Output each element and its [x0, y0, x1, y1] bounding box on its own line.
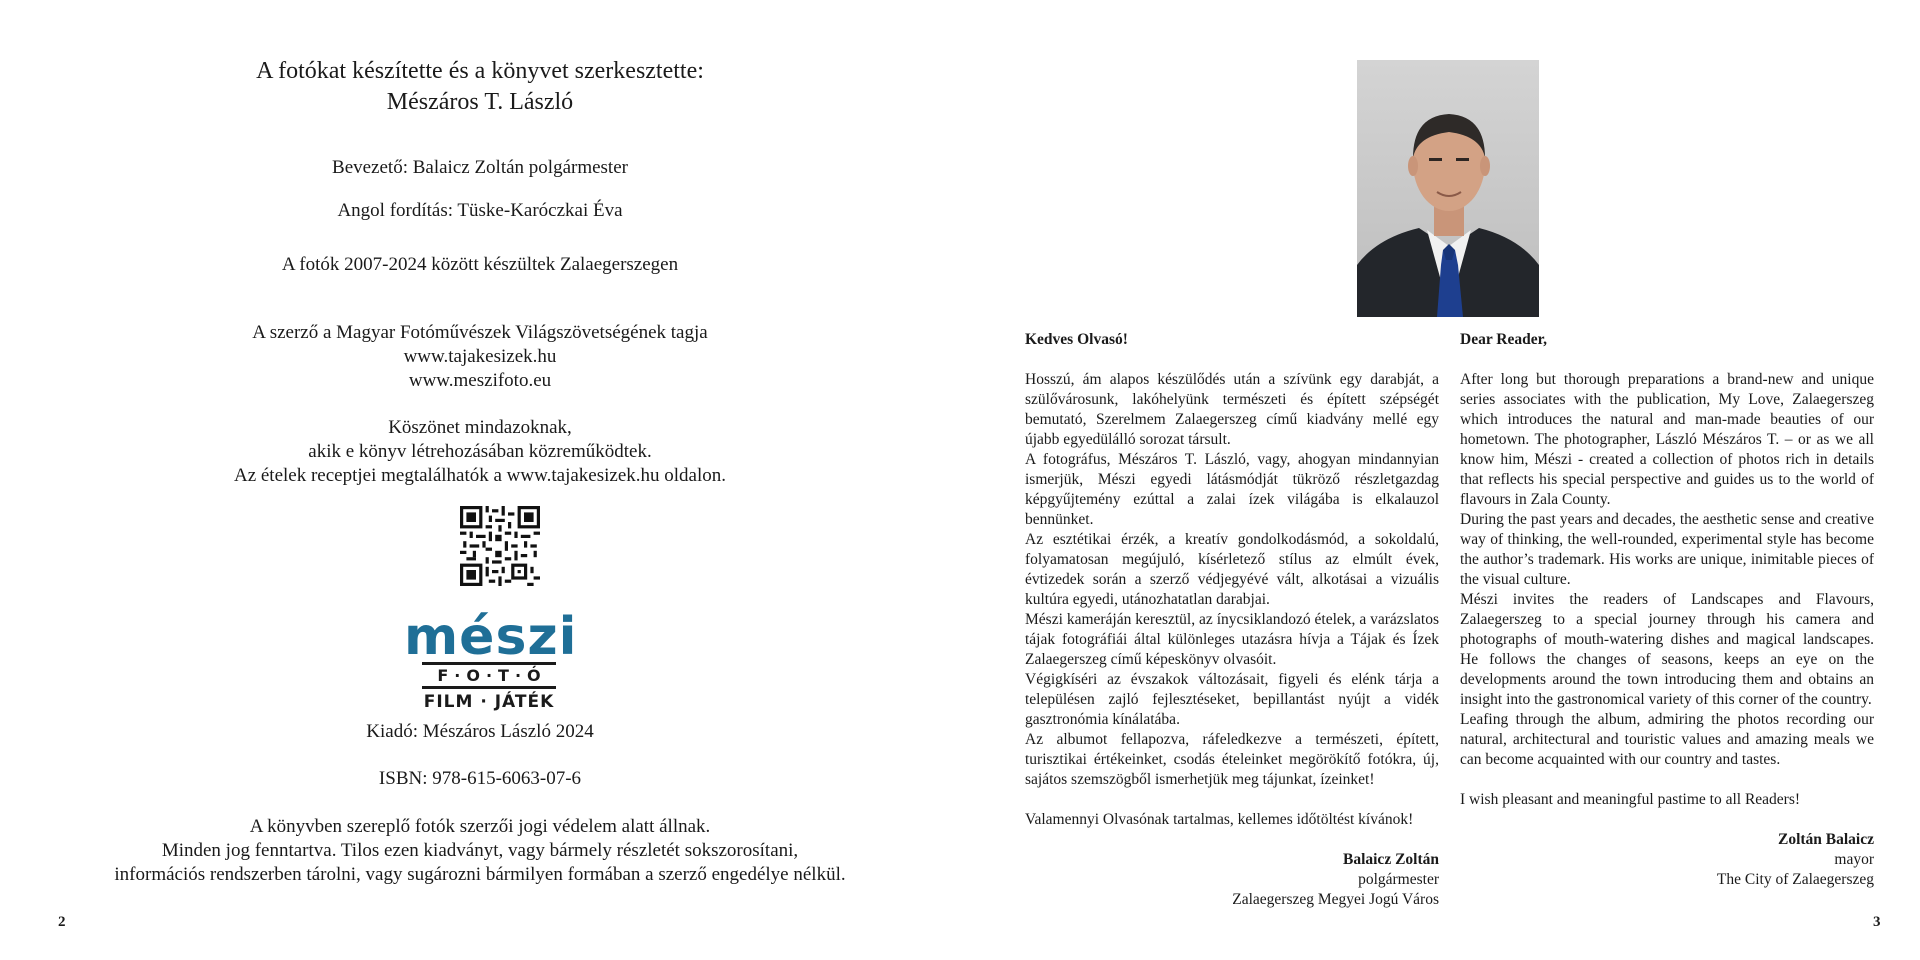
hungarian-paragraph: Hosszú, ám alapos készülődés után a szívünk egy darabját, a szülővárosunk, lakóhelyünk természeti és épített szépségét bemutató, Szerelmem Zalaegerszeg című kiadvány mellé egy újabb egyedülálló sorozat társult. [1025, 371, 1439, 448]
hungarian-paragraph: Mészi kameráján keresztül, az ínycsiklandozó ételek, a varázslatos tájak fotográfiái által különleges utazásra hívja a Tájak és Ízek Zalaegerszeg című képeskönyv olvasóit. [1025, 611, 1439, 668]
isbn: ISBN: 978-615-6063-07-6 [378, 768, 582, 789]
english-paragraph: During the past years and decades, the aesthetic sense and creative way of thinking, the well-rounded, experimental style has become the author’s trademark. His works are unique, inimitable pieces of the visual culture. [1460, 511, 1874, 588]
page-number-right: 3 [1873, 914, 1881, 930]
editor-name: Mészáros T. László [386, 89, 574, 115]
signature-name: Zoltán Balaicz [1777, 831, 1874, 848]
signature-title: polgármester [1358, 871, 1439, 888]
hungarian-signature [1025, 850, 1439, 910]
logo-foto-band: F·O·T·Ó [422, 662, 556, 689]
hungarian-closing: Valamennyi Olvasónak tartalmas, kellemes időtöltést kívánok! [1025, 811, 1414, 828]
website-link-2: www.meszifoto.eu [408, 370, 552, 391]
english-signature [1460, 830, 1874, 890]
hungarian-paragraph: Az esztétikai érzék, a kreatív gondolkodásmód, a sokoldalú, folyamatosan megújuló, kísérletező stílus az elmúlt évek, évtizedek során a szerző védjegyévé vált, alkotásai a vizuális kultúra egyedi, utánozhatatlan darabjai. [1025, 531, 1439, 608]
english-paragraph: Mészi invites the readers of Landscapes and Flavours, Zalaegerszeg to a special journey through his camera and photographs of mouth-watering dishes and magical landscapes. He follows the changes of seasons, keeps an eye on the developments around the town introducing them and obtains an insight into the gastronomical variety of this corner of the country. [1460, 591, 1874, 708]
signature-organization: Zalaegerszeg Megyei Jogú Város [1232, 891, 1439, 908]
editor-credit-line-1: A fotókat készítette és a könyvet szerkesztette: [256, 58, 704, 84]
translation-credit: Angol fordítás: Tüske-Karóczkai Éva [337, 200, 623, 221]
copyright-line-1: A könyvben szereplő fotók szerzői jogi védelem alatt állnak. [249, 816, 711, 837]
signature-title: mayor [1834, 851, 1874, 868]
thanks-line-3: Az ételek receptjei megtalálhatók a www.tajakesizek.hu oldalon. [233, 465, 727, 486]
editor-credit [0, 56, 960, 118]
hungarian-letter [1025, 330, 1439, 910]
page-number-left: 2 [58, 914, 66, 930]
photos-period: A fotók 2007-2024 között készültek Zalaegerszegen [281, 254, 679, 275]
meszi-foto-logo [404, 607, 578, 715]
author-info [0, 321, 960, 393]
hungarian-paragraph: Az albumot fellapozva, ráfeledkezve a természeti, épített, turisztikai értékeinket, csodás ételeinket megörökítő fotókra, új, sajátos szemszögből ismerhetjük meg tájunkat, ízeinket! [1025, 731, 1439, 788]
website-link-1: www.tajakesizek.hu [403, 346, 557, 367]
thanks-line-2: akik e könyv létrehozásában közreműködtek. [308, 441, 652, 462]
signature-organization: The City of Zalaegerszeg [1716, 871, 1874, 888]
logo-film-line: FILM · JÁTÉK [423, 692, 555, 712]
copyright-line-2: Minden jog fenntartva. Tilos ezen kiadványt, vagy bármely részletét sokszorosítani, [161, 840, 799, 861]
hungarian-paragraph: Végigkíséri az évszakok változásait, figyeli és elénk tárja a településen zajló fejlesztéseket, bepillantást nyújt a vidék gasztronómia kínálatába. [1025, 671, 1439, 728]
intro-credit: Bevezető: Balaicz Zoltán polgármester [332, 157, 628, 178]
mayor-portrait [1357, 60, 1539, 317]
membership-line: A szerző a Magyar Fotóművészek Világszövetségének tagja [252, 322, 708, 343]
english-salutation: Dear Reader, [1460, 331, 1547, 348]
signature-name: Balaicz Zoltán [1342, 851, 1439, 868]
english-closing: I wish pleasant and meaningful pastime to all Readers! [1460, 791, 1801, 808]
english-letter [1460, 330, 1874, 890]
publisher: Kiadó: Mészáros László 2024 [366, 721, 594, 742]
english-paragraph: Leafing through the album, admiring the photos recording our natural, architectural and touristic values and amazing meals we can become acquainted with our country and tastes. [1460, 711, 1874, 768]
thanks-line-1: Köszönet mindazoknak, [388, 417, 572, 438]
acknowledgement [0, 416, 960, 488]
hungarian-salutation: Kedves Olvasó! [1025, 331, 1128, 348]
copyright-notice [0, 815, 960, 887]
right-page [960, 0, 1920, 960]
english-paragraph: After long but thorough preparations a brand-new and unique series associates with the publication, My Love, Zalaegerszeg which introduces the natural and man-made beauties of our hometown. The photographer, László Mészáros T. – or as we all know him, Mészi - created a collection of photos rich in details that reflects his special perspective and guides us to the world of flavours in Zala County. [1460, 371, 1874, 508]
copyright-line-3: információs rendszerben tárolni, vagy sugározni bármilyen formában a szerző engedélye nélkül. [114, 864, 846, 885]
logo-wordmark: mészi [404, 607, 578, 667]
hungarian-paragraph: A fotográfus, Mészáros T. László, vagy, ahogyan mindannyian ismerjük, Mészi egyedi látásmódját tükröző részletgazdag képgyűjtemény ezúttal a zalai ízek világába is elkalauzol bennünket. [1025, 451, 1439, 528]
qr-code [460, 506, 540, 586]
